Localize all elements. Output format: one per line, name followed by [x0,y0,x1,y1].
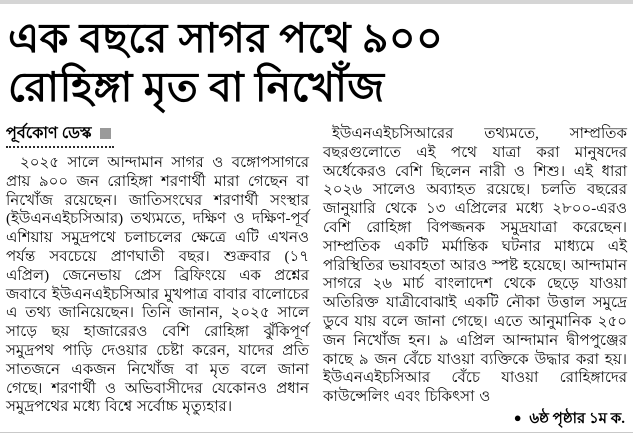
byline-label: পূর্বকোণ ডেস্ক [6,125,92,142]
top-edge-bar [0,0,633,4]
article-headline [0,0,633,116]
article-body-right: ইউএনএইচসিআরের তথ্যমতে, সাম্প্রতিক বছরগুলোতে এই পথে যাত্রা করা মানুষদের অর্ধেকেরও বেশি ছিলেন নারী ও শিশু। এই ধারা ২০২৬ সালেও অব্যাহত রয়েছে। চলতি বছরের জানুয়ারি থেকে ১৩ এপ্রিলের মধ্যে ২৮০০-এরও বেশি রোহিঙ্গা বিপজ্জনক সমুদ্রযাত্রা করেছেন। সাম্প্রতিক একটি মর্মান্তিক ঘটনার মাধ্যমে এই পরিস্থিতির ভয়াবহতা আরও স্পষ্ট হয়েছে। আন্দামান সাগরে ২৬ মার্চ বাংলাদেশ থেকে ছেড়ে যাওয়া অতিরিক্ত যাত্রীবোঝাই একটি নৌকা উত্তাল সমুদ্রে ডুবে যায় বলে জানা গেছে। এতে আনুমানিক ২৫০ জন নিখোঁজ হন। ৯ এপ্রিল আন্দামান দ্বীপপুঞ্জের কাছে ৯ জন বেঁচে যাওয়া ব্যক্তিকে উদ্ধার করা হয়। ইউএনএইচসিআর বেঁচে যাওয়া রোহিঙ্গাদের কাউন্সেলিং এবং চিকিৎসা ও [323,126,627,406]
byline-dotted-divider [6,146,114,148]
article-body-left: ২০২৫ সালে আন্দামান সাগর ও বঙ্গোপসাগরে প্রায় ৯০০ জন রোহিঙ্গা শরণার্থী মারা গেছেন বা নিখোঁজ রয়েছেন। জাতিসংঘের শরণার্থী সংস্থার (ইউএনএইচসিআর) তথ্যমতে, দক্ষিণ ও দক্ষিণ-পূর্ব এশিয়ায় সমুদ্রপথে চলাচলের ক্ষেত্রে এটি এখনও পর্যন্ত সবচেয়ে প্রাণঘাতী বছর। শুক্রবার (১৭ এপ্রিল) জেনেভায় প্রেস ব্রিফিংয়ে এক প্রশ্নের জবাবে ইউএনএইচসিআর মুখপাত্র বাবার বালোচের এ তথ্য জানিয়েছেন। তিনি জানান, ২০২৫ সালে সাড়ে ছয় হাজারেরও বেশি রোহিঙ্গা ঝুঁকিপূর্ণ সমুদ্রপথ পাড়ি দেওয়ার চেষ্টা করেন, যাদের প্রতি সাতজনে একজন নিখোঁজ বা মৃত বলে জানা গেছে। শরণার্থী ও অভিবাসীদের যেকোনও প্রধান সমুদ্রপথের মধ্যে বিশ্বে সর্বোচ্চ মৃত্যুহার। [6,155,309,416]
headline-line-1: এক বছরে সাগর পথে ৯০০ [8,15,444,61]
jump-line [323,409,627,429]
right-column [323,124,627,429]
jump-label: ৬ষ্ঠ পৃষ্ঠার ১ম ক. [529,410,625,427]
article-columns [0,116,633,429]
byline [6,124,309,143]
jump-bullet-icon: ● [513,409,522,425]
headline-line-2: রোহিঙ্গা মৃত বা নিখোঁজ [8,64,385,110]
bottom-divider [0,432,633,433]
left-column [6,124,309,429]
byline-square-icon [100,128,111,139]
